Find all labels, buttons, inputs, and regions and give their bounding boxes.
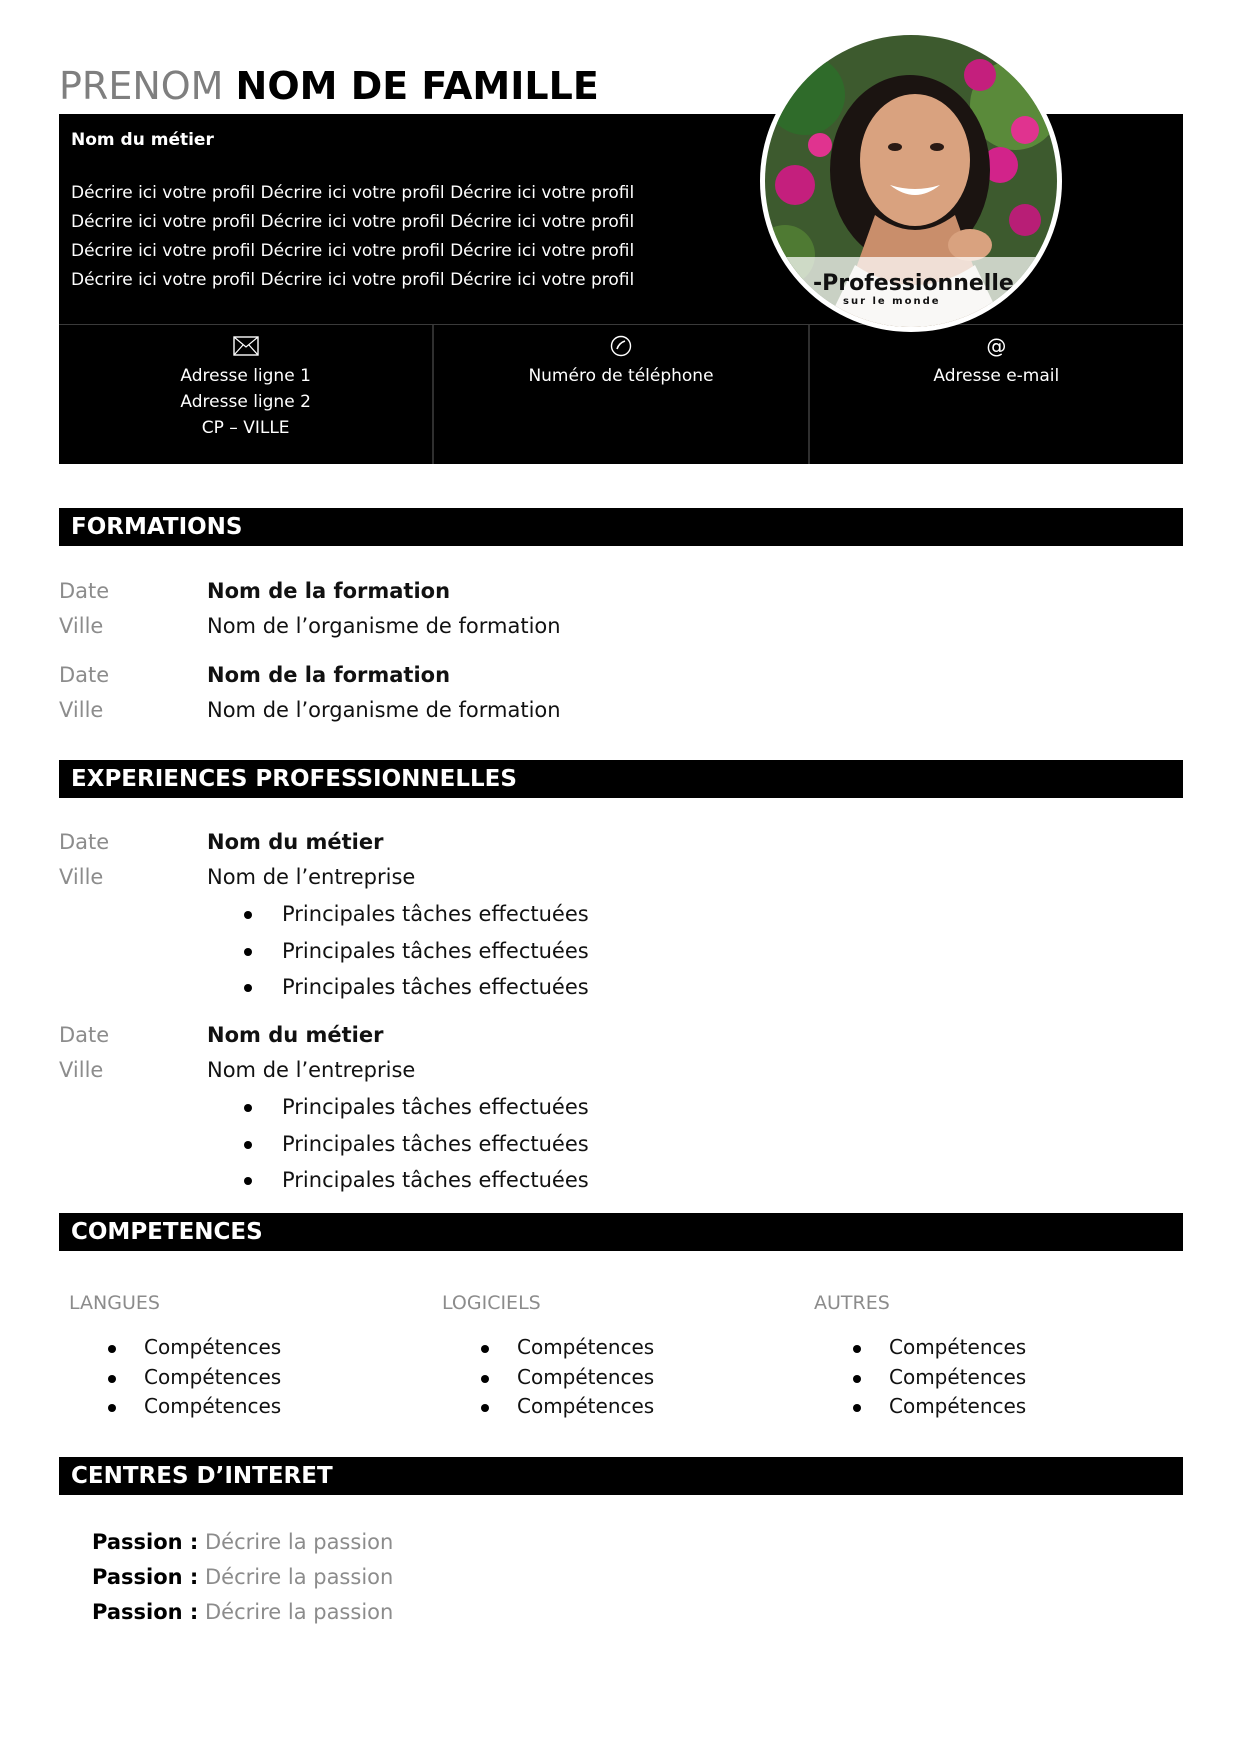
skills-category-title: LOGICIELS: [442, 1292, 541, 1314]
experience-tasks: [244, 896, 589, 1006]
experience-title: Nom du métier: [207, 830, 384, 854]
skills-category-title: AUTRES: [814, 1292, 890, 1314]
formation-org: Nom de l’organisme de formation: [207, 698, 561, 722]
profile-line: Décrire ici votre profil Décrire ici votre profil Décrire ici votre profil: [71, 212, 635, 232]
last-name: NOM DE FAMILLE: [235, 64, 599, 108]
skill-item: Compétences: [853, 1333, 1026, 1363]
interest-label: Passion :: [92, 1530, 199, 1554]
section-interests: CENTRES D’INTERET: [59, 1457, 1183, 1495]
experience-tasks: [244, 1089, 589, 1199]
skills-list: [481, 1333, 654, 1422]
section-formations: FORMATIONS: [59, 508, 1183, 546]
experience-title: Nom du métier: [207, 1023, 384, 1047]
task-item: Principales tâches effectuées: [244, 896, 589, 933]
contact-email: [808, 325, 1183, 464]
interest-description: Décrire la passion: [204, 1530, 394, 1554]
interest-description: Décrire la passion: [204, 1565, 394, 1589]
formation-title: Nom de la formation: [207, 663, 451, 687]
profile-photo: [760, 30, 1062, 332]
contact-address: [59, 325, 432, 464]
formation-city: Ville: [59, 614, 104, 638]
interest-item: [92, 1527, 393, 1557]
skills-list: [853, 1333, 1026, 1422]
first-name: PRENOM: [59, 64, 224, 108]
experience-city: Ville: [59, 865, 104, 889]
skill-item: Compétences: [108, 1363, 281, 1393]
skill-item: Compétences: [481, 1363, 654, 1393]
formation-date: Date: [59, 579, 110, 603]
phone-number: Numéro de téléphone: [528, 366, 714, 386]
email-address: Adresse e-mail: [933, 366, 1060, 386]
skill-item: Compétences: [108, 1333, 281, 1363]
skill-item: Compétences: [853, 1363, 1026, 1393]
skills-list: [108, 1333, 281, 1422]
skill-item: Compétences: [481, 1333, 654, 1363]
photo-watermark: [813, 271, 1014, 307]
experience-date: Date: [59, 830, 110, 854]
address-city: CP – VILLE: [201, 418, 290, 438]
full-name: [59, 62, 599, 110]
experience-city: Ville: [59, 1058, 104, 1082]
experience-company: Nom de l’entreprise: [207, 1058, 416, 1082]
formation-city: Ville: [59, 698, 104, 722]
task-item: Principales tâches effectuées: [244, 933, 589, 970]
skill-item: Compétences: [108, 1392, 281, 1422]
experience-date: Date: [59, 1023, 110, 1047]
interest-item: [92, 1597, 393, 1627]
envelope-icon: [59, 331, 432, 361]
task-item: Principales tâches effectuées: [244, 1162, 589, 1199]
interest-item: [92, 1562, 393, 1592]
photo-image: [765, 35, 1057, 327]
address-line-2: Adresse ligne 2: [180, 392, 311, 412]
photo-subcaption: sur le monde: [843, 296, 941, 307]
skill-item: Compétences: [481, 1392, 654, 1422]
experience-company: Nom de l’entreprise: [207, 865, 416, 889]
profile-description: [71, 179, 771, 295]
profile-line: Décrire ici votre profil Décrire ici votre profil Décrire ici votre profil: [71, 241, 635, 261]
profile-line: Décrire ici votre profil Décrire ici votre profil Décrire ici votre profil: [71, 270, 635, 290]
address-line-1: Adresse ligne 1: [180, 366, 311, 386]
section-experiences: EXPERIENCES PROFESSIONNELLES: [59, 760, 1183, 798]
at-icon: @: [986, 334, 1007, 358]
formation-date: Date: [59, 663, 110, 687]
formation-title: Nom de la formation: [207, 579, 451, 603]
contact-row: [59, 324, 1183, 464]
task-item: Principales tâches effectuées: [244, 969, 589, 1006]
contact-phone: [432, 325, 807, 464]
profile-line: Décrire ici votre profil Décrire ici votre profil Décrire ici votre profil: [71, 183, 635, 203]
job-title: Nom du métier: [71, 130, 214, 150]
formation-org: Nom de l’organisme de formation: [207, 614, 561, 638]
interest-description: Décrire la passion: [204, 1600, 394, 1624]
interest-label: Passion :: [92, 1565, 199, 1589]
phone-icon: [434, 331, 807, 361]
skill-item: Compétences: [853, 1392, 1026, 1422]
photo-caption: -Professionnelle: [813, 271, 1014, 296]
task-item: Principales tâches effectuées: [244, 1126, 589, 1163]
section-competences: COMPETENCES: [59, 1213, 1183, 1251]
task-item: Principales tâches effectuées: [244, 1089, 589, 1126]
skills-category-title: LANGUES: [69, 1292, 160, 1314]
interest-label: Passion :: [92, 1600, 199, 1624]
